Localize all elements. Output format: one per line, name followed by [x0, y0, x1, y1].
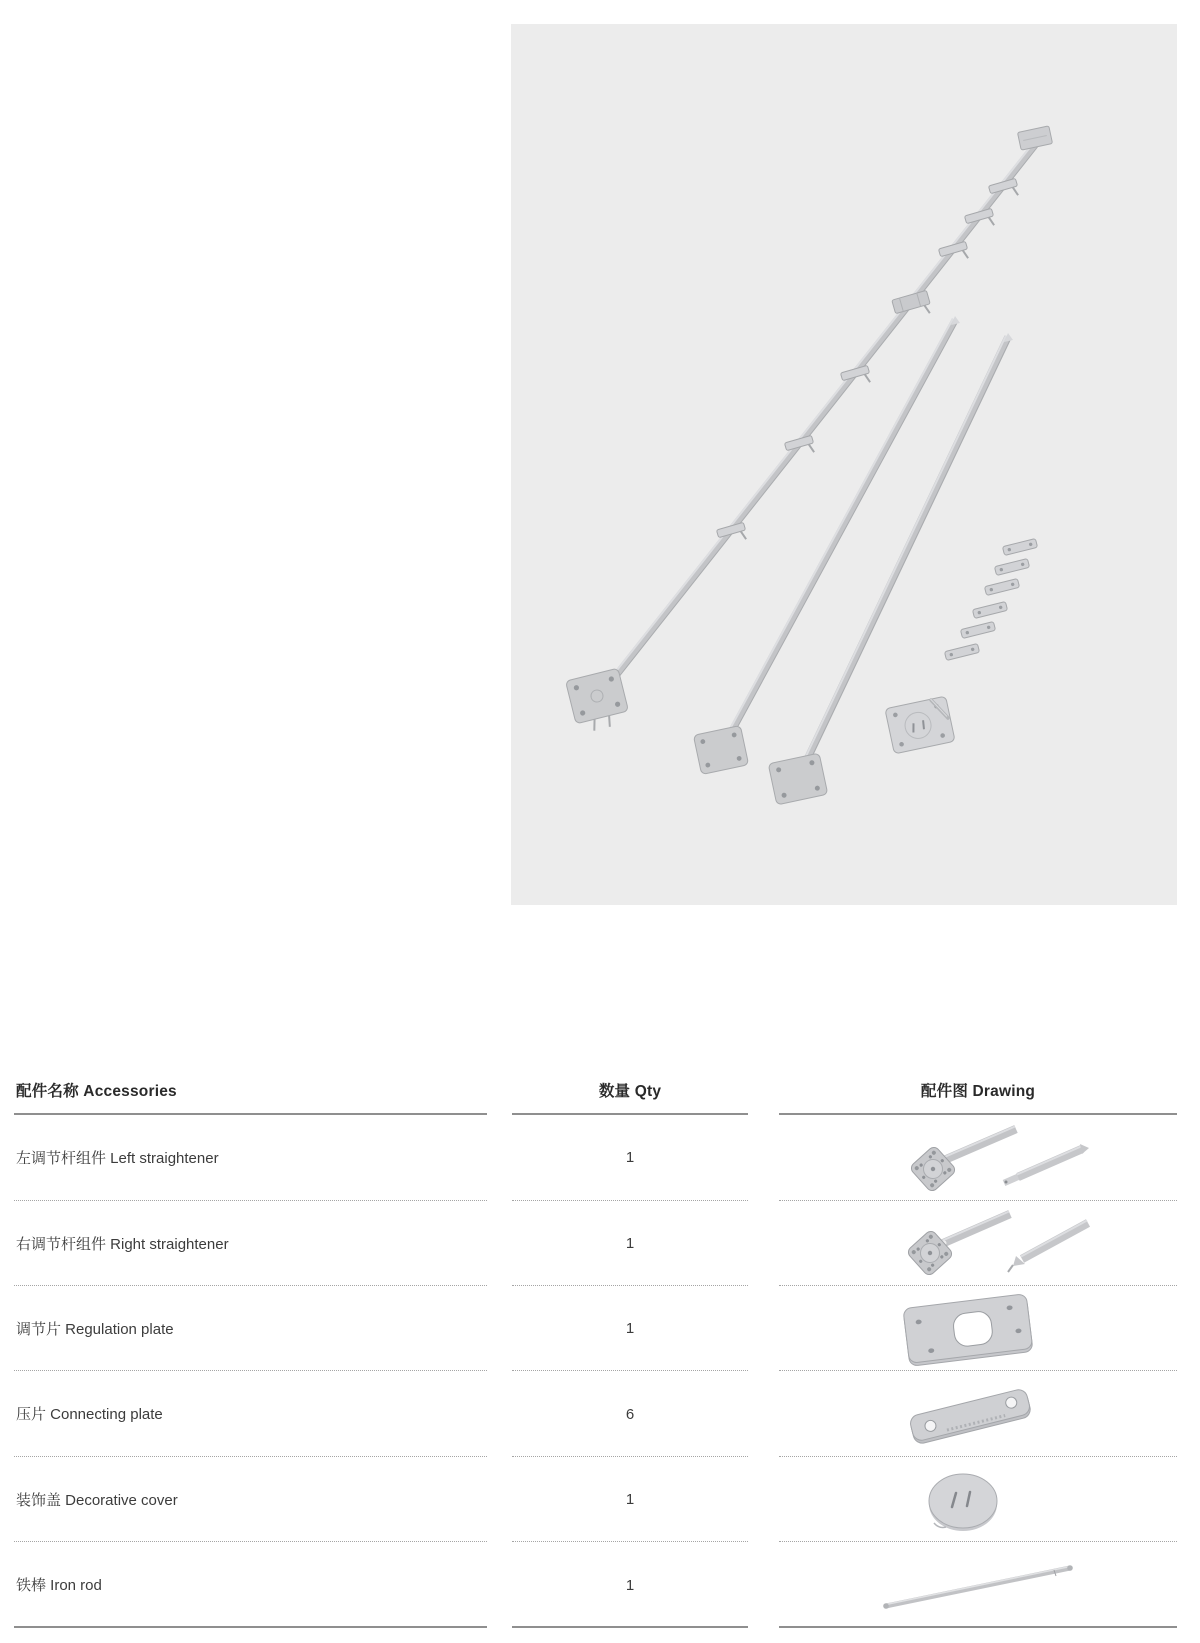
row-name: 调节片 Regulation plate	[16, 1320, 174, 1338]
table-row	[0, 1285, 1200, 1370]
left-straightener-drawing	[858, 1119, 1098, 1197]
rail-a-base-plate	[565, 668, 631, 734]
right-straightener-drawing	[858, 1205, 1098, 1283]
rail-b-base-plate	[693, 725, 748, 774]
row-name: 装饰盖 Decorative cover	[16, 1491, 178, 1509]
table-row	[0, 1115, 1200, 1200]
row-name: 右调节杆组件 Right straightener	[16, 1235, 229, 1253]
hero-regulation-plate	[885, 696, 955, 754]
table-row	[0, 1541, 1200, 1627]
rail-a-top-plate	[1017, 126, 1052, 150]
table-row	[0, 1456, 1200, 1541]
rail-a	[565, 126, 1052, 735]
table-row	[0, 1370, 1200, 1456]
row-qty: 6	[625, 1405, 635, 1423]
row-name: 压片 Connecting plate	[16, 1406, 163, 1423]
table-row	[0, 1200, 1200, 1285]
header-qty: 数量 Qty	[598, 1083, 662, 1100]
row-name: 铁棒 Iron rod	[16, 1577, 102, 1594]
decorative-cover-drawing	[858, 1461, 1098, 1539]
table-bottom-line-col3	[779, 1626, 1177, 1628]
hero-connecting-plates	[944, 539, 1037, 661]
rail-c-base-plate	[768, 753, 828, 805]
header-accessories: 配件名称 Accessories	[16, 1083, 177, 1100]
iron-rod-drawing	[858, 1546, 1098, 1624]
header-drawing: 配件图 Drawing	[920, 1083, 1036, 1100]
product-overview-image	[511, 24, 1177, 905]
row-name: 左调节杆组件 Left straightener	[16, 1150, 219, 1167]
row-qty: 1	[625, 1235, 635, 1252]
row-qty: 1	[625, 1149, 635, 1166]
row-qty: 1	[625, 1576, 635, 1594]
connecting-plate-drawing	[858, 1375, 1098, 1453]
row-qty: 1	[625, 1491, 635, 1508]
regulation-plate-drawing	[858, 1290, 1098, 1368]
hero-image-panel	[511, 24, 1177, 905]
table-bottom-line-col1	[14, 1626, 487, 1628]
table-bottom-line-col2	[512, 1626, 748, 1628]
row-qty: 1	[625, 1320, 635, 1337]
